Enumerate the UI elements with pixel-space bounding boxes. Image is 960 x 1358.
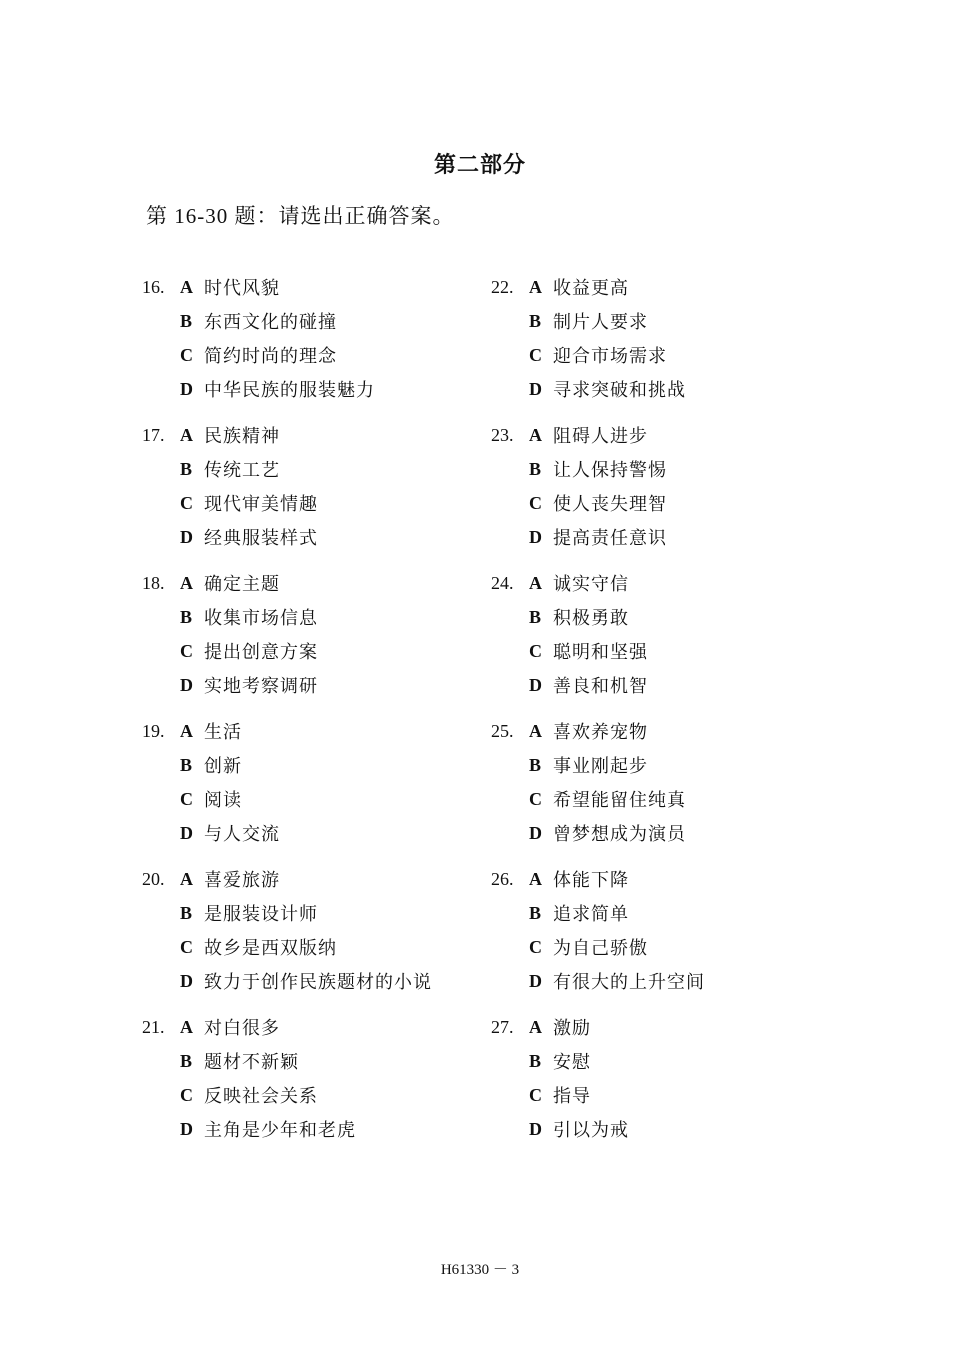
option-letter: D — [180, 1118, 193, 1139]
option-text: 制片人要求 — [553, 312, 648, 333]
answer-option[interactable] — [491, 930, 831, 964]
option-letter: C — [180, 640, 193, 661]
question-block — [491, 862, 831, 1010]
question-number: 20. — [142, 868, 165, 889]
answer-option[interactable] — [142, 896, 482, 930]
option-text: 收集市场信息 — [204, 608, 318, 629]
option-text: 追求简单 — [553, 904, 629, 925]
option-letter: D — [529, 822, 542, 843]
answer-option[interactable] — [491, 520, 831, 554]
option-letter: B — [180, 902, 193, 923]
option-text: 喜欢养宠物 — [553, 722, 648, 743]
answer-option[interactable] — [142, 964, 482, 998]
option-letter: D — [529, 378, 542, 399]
option-text: 简约时尚的理念 — [204, 346, 337, 367]
option-letter: B — [529, 1050, 542, 1071]
question-number: 19. — [142, 720, 165, 741]
option-text: 经典服装样式 — [204, 528, 318, 549]
question-block — [142, 862, 482, 1010]
option-text: 提出创意方案 — [204, 642, 318, 663]
option-letter: B — [180, 1050, 193, 1071]
option-text: 故乡是西双版纳 — [204, 938, 337, 959]
option-text: 指导 — [553, 1086, 591, 1107]
answer-option[interactable] — [491, 600, 831, 634]
question-number: 26. — [491, 868, 514, 889]
option-text: 让人保持警惕 — [553, 460, 667, 481]
option-letter: A — [180, 868, 193, 889]
option-text: 民族精神 — [204, 426, 280, 447]
option-text: 阅读 — [204, 790, 242, 811]
question-block — [142, 418, 482, 566]
option-text: 善良和机智 — [553, 676, 648, 697]
option-letter: B — [529, 902, 542, 923]
answer-option[interactable] — [491, 1112, 831, 1146]
option-text: 积极勇敢 — [553, 608, 629, 629]
option-letter: D — [180, 674, 193, 695]
answer-option[interactable] — [142, 338, 482, 372]
answer-option[interactable] — [491, 668, 831, 702]
option-letter: B — [529, 310, 542, 331]
option-letter: B — [529, 458, 542, 479]
answer-option[interactable] — [491, 338, 831, 372]
answer-option[interactable] — [491, 418, 831, 452]
option-text: 东西文化的碰撞 — [204, 312, 337, 333]
answer-option[interactable] — [491, 452, 831, 486]
answer-option[interactable] — [142, 270, 482, 304]
page-footer: H61330 － 3 — [440, 1262, 520, 1278]
answer-option[interactable] — [142, 566, 482, 600]
option-text: 聪明和坚强 — [553, 642, 648, 663]
answer-option[interactable] — [142, 452, 482, 486]
option-text: 希望能留住纯真 — [553, 790, 686, 811]
option-letter: B — [529, 754, 542, 775]
option-letter: D — [529, 970, 542, 991]
option-letter: C — [180, 1084, 193, 1105]
question-block — [491, 566, 831, 714]
option-letter: A — [529, 424, 542, 445]
option-letter: A — [529, 572, 542, 593]
question-block — [142, 714, 482, 862]
answer-option[interactable] — [491, 1044, 831, 1078]
answer-option[interactable] — [142, 782, 482, 816]
option-text: 现代审美情趣 — [204, 494, 318, 515]
answer-option[interactable] — [142, 372, 482, 406]
answer-option[interactable] — [142, 668, 482, 702]
option-text: 确定主题 — [204, 574, 280, 595]
question-block — [142, 566, 482, 714]
question-block — [491, 714, 831, 862]
option-letter: C — [180, 936, 193, 957]
answer-option[interactable] — [491, 1010, 831, 1044]
question-number: 24. — [491, 572, 514, 593]
option-text: 安慰 — [553, 1052, 591, 1073]
option-letter: D — [529, 1118, 542, 1139]
option-text: 中华民族的服装魅力 — [204, 380, 375, 401]
option-text: 生活 — [204, 722, 242, 743]
option-text: 有很大的上升空间 — [553, 972, 705, 993]
answer-option[interactable] — [491, 896, 831, 930]
option-text: 引以为戒 — [553, 1120, 629, 1141]
answer-option[interactable] — [142, 1010, 482, 1044]
answer-option[interactable] — [142, 486, 482, 520]
option-letter: C — [529, 1084, 542, 1105]
answer-option[interactable] — [491, 372, 831, 406]
question-block — [491, 270, 831, 418]
option-letter: B — [180, 606, 193, 627]
question-number: 16. — [142, 276, 165, 297]
option-letter: D — [180, 970, 193, 991]
question-number: 22. — [491, 276, 514, 297]
option-letter: D — [529, 674, 542, 695]
question-column-left — [142, 270, 482, 1158]
answer-option[interactable] — [491, 270, 831, 304]
option-letter: C — [180, 344, 193, 365]
answer-option[interactable] — [142, 520, 482, 554]
option-letter: A — [180, 276, 193, 297]
instructions: 第 16-30 题：请选出正确答案。 — [146, 204, 455, 228]
answer-option[interactable] — [142, 304, 482, 338]
answer-option[interactable] — [142, 816, 482, 850]
question-block — [142, 1010, 482, 1158]
option-letter: C — [180, 492, 193, 513]
option-letter: C — [180, 788, 193, 809]
option-letter: B — [180, 458, 193, 479]
answer-option[interactable] — [142, 418, 482, 452]
option-text: 寻求突破和挑战 — [553, 380, 686, 401]
option-text: 诚实守信 — [553, 574, 629, 595]
question-block — [491, 418, 831, 566]
option-letter: A — [180, 572, 193, 593]
answer-option[interactable] — [491, 964, 831, 998]
question-number: 25. — [491, 720, 514, 741]
answer-option[interactable] — [491, 634, 831, 668]
option-text: 事业刚起步 — [553, 756, 648, 777]
option-letter: B — [180, 754, 193, 775]
option-letter: A — [180, 720, 193, 741]
option-letter: D — [529, 526, 542, 547]
answer-option[interactable] — [491, 862, 831, 896]
section-title: 第二部分 — [433, 153, 526, 178]
option-letter: A — [180, 1016, 193, 1037]
answer-option[interactable] — [491, 782, 831, 816]
option-text: 迎合市场需求 — [553, 346, 667, 367]
answer-option[interactable] — [142, 634, 482, 668]
question-column-right — [491, 270, 831, 1158]
option-text: 收益更高 — [553, 278, 629, 299]
option-letter: A — [529, 720, 542, 741]
option-letter: A — [529, 1016, 542, 1037]
option-text: 提高责任意识 — [553, 528, 667, 549]
option-text: 反映社会关系 — [204, 1086, 318, 1107]
answer-option[interactable] — [142, 748, 482, 782]
answer-option[interactable] — [491, 1078, 831, 1112]
option-letter: A — [529, 868, 542, 889]
answer-option[interactable] — [491, 566, 831, 600]
answer-option[interactable] — [491, 816, 831, 850]
option-text: 曾梦想成为演员 — [553, 824, 686, 845]
option-letter: A — [529, 276, 542, 297]
option-letter: D — [180, 526, 193, 547]
option-letter: C — [529, 788, 542, 809]
option-text: 阻碍人进步 — [553, 426, 648, 447]
option-text: 实地考察调研 — [204, 676, 318, 697]
option-text: 对白很多 — [204, 1018, 280, 1039]
answer-option[interactable] — [491, 304, 831, 338]
question-number: 21. — [142, 1016, 165, 1037]
option-letter: D — [180, 378, 193, 399]
option-text: 主角是少年和老虎 — [204, 1120, 356, 1141]
answer-option[interactable] — [491, 714, 831, 748]
question-number: 17. — [142, 424, 165, 445]
option-letter: A — [180, 424, 193, 445]
option-text: 传统工艺 — [204, 460, 280, 481]
option-text: 激励 — [553, 1018, 591, 1039]
option-text: 致力于创作民族题材的小说 — [204, 972, 432, 993]
option-letter: C — [529, 640, 542, 661]
question-number: 23. — [491, 424, 514, 445]
option-text: 使人丧失理智 — [553, 494, 667, 515]
answer-option[interactable] — [142, 1112, 482, 1146]
answer-option[interactable] — [142, 1044, 482, 1078]
option-text: 是服装设计师 — [204, 904, 318, 925]
question-block — [491, 1010, 831, 1158]
option-letter: C — [529, 492, 542, 513]
option-text: 时代风貌 — [204, 278, 280, 299]
option-text: 喜爱旅游 — [204, 870, 280, 891]
answer-option[interactable] — [142, 1078, 482, 1112]
answer-option[interactable] — [142, 930, 482, 964]
option-letter: B — [180, 310, 193, 331]
option-text: 创新 — [204, 756, 242, 777]
option-letter: C — [529, 344, 542, 365]
question-number: 27. — [491, 1016, 514, 1037]
option-text: 体能下降 — [553, 870, 629, 891]
option-text: 与人交流 — [204, 824, 280, 845]
answer-option[interactable] — [142, 862, 482, 896]
option-letter: D — [180, 822, 193, 843]
answer-option[interactable] — [491, 748, 831, 782]
question-block — [142, 270, 482, 418]
option-letter: C — [529, 936, 542, 957]
option-letter: B — [529, 606, 542, 627]
answer-option[interactable] — [142, 600, 482, 634]
question-number: 18. — [142, 572, 165, 593]
answer-option[interactable] — [142, 714, 482, 748]
option-text: 为自己骄傲 — [553, 938, 648, 959]
answer-option[interactable] — [491, 486, 831, 520]
option-text: 题材不新颖 — [204, 1052, 299, 1073]
